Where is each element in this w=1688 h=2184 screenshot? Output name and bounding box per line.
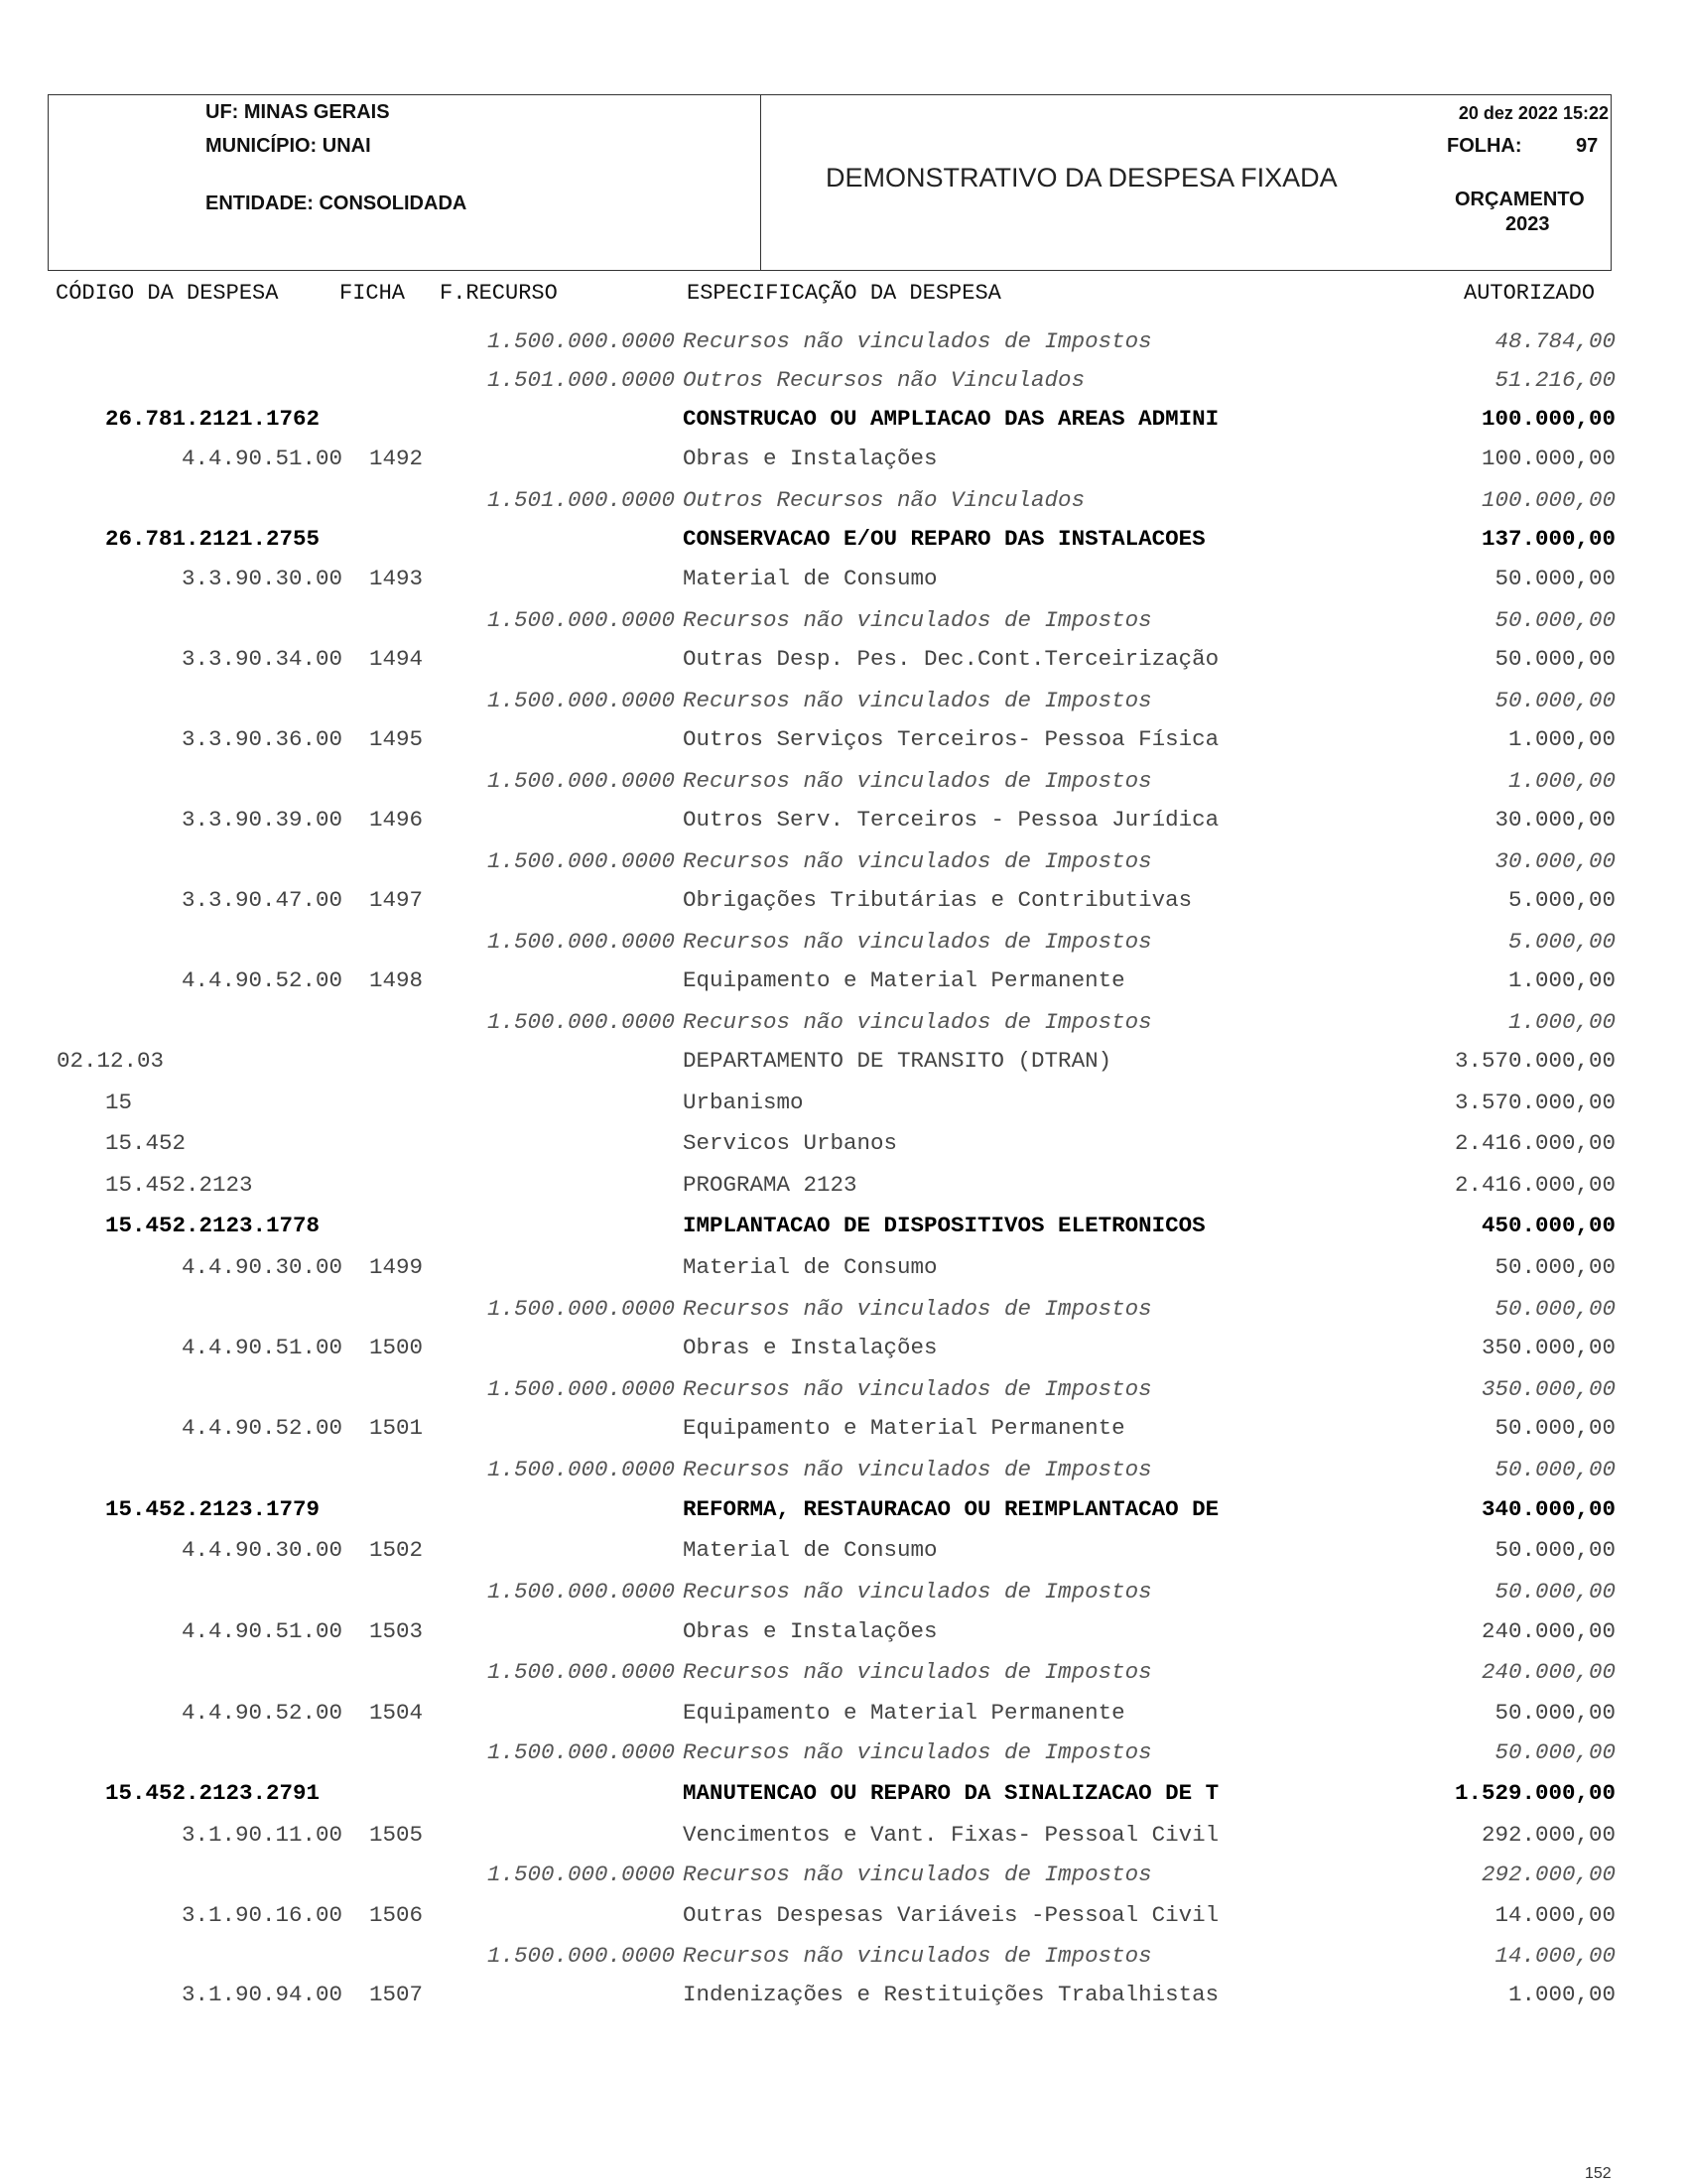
col-header-recurso: F.RECURSO: [440, 281, 558, 306]
expense-code: 3.3.90.34.00: [181, 646, 342, 672]
expense-code: 3.3.90.47.00: [181, 887, 342, 913]
expense-description: Recursos não vinculados de Impostos: [683, 768, 1152, 794]
expense-code: 15.452.2123: [105, 1172, 253, 1198]
authorized-value: 292.000,00: [1481, 1822, 1616, 1848]
expense-code: 15.452.2123.1779: [105, 1496, 321, 1522]
table-row: [0, 929, 1688, 963]
table-row: [0, 1376, 1688, 1410]
authorized-value: 3.570.000,00: [1454, 1048, 1616, 1074]
recurso-code: 1.500.000.0000: [486, 1296, 675, 1322]
expense-code: 3.1.90.11.00: [181, 1822, 342, 1848]
expense-description: Recursos não vinculados de Impostos: [683, 607, 1152, 633]
expense-code: 4.4.90.51.00: [181, 1335, 342, 1360]
authorized-value: 51.216,00: [1494, 367, 1616, 393]
table-row: [0, 646, 1688, 680]
expense-description: Outras Desp. Pes. Dec.Cont.Terceirização: [683, 646, 1220, 672]
expense-description: Obras e Instalações: [683, 1618, 938, 1644]
authorized-value: 1.000,00: [1507, 726, 1616, 752]
expense-description: Obras e Instalações: [683, 1335, 938, 1360]
table-row: [0, 1457, 1688, 1490]
authorized-value: 1.000,00: [1507, 768, 1616, 794]
table-row: [0, 1862, 1688, 1895]
col-header-especificacao: ESPECIFICAÇÃO DA DESPESA: [687, 281, 1001, 306]
authorized-value: 50.000,00: [1494, 1579, 1616, 1605]
ficha-number: 1496: [369, 807, 424, 833]
authorized-value: 50.000,00: [1494, 1700, 1616, 1726]
ficha-number: 1497: [369, 887, 424, 913]
table-row: [0, 1537, 1688, 1571]
authorized-value: 137.000,00: [1481, 526, 1616, 552]
table-row: [0, 807, 1688, 840]
authorized-value: 350.000,00: [1481, 1335, 1616, 1360]
ficha-number: 1499: [369, 1254, 424, 1280]
table-row: [0, 487, 1688, 521]
page-number: 152: [1585, 2165, 1612, 2182]
authorized-value: 5.000,00: [1507, 929, 1616, 955]
expense-description: Recursos não vinculados de Impostos: [683, 688, 1152, 713]
report-datetime: 20 dez 2022 15:22: [1458, 103, 1609, 123]
recurso-code: 1.501.000.0000: [486, 367, 675, 393]
uf-label: UF: MINAS GERAIS: [205, 101, 390, 123]
recurso-code: 1.500.000.0000: [486, 1739, 675, 1765]
document-title: DEMONSTRATIVO DA DESPESA FIXADA: [826, 163, 1338, 193]
table-row: [0, 1780, 1688, 1814]
expense-code: 26.781.2121.1762: [105, 406, 321, 432]
expense-description: Recursos não vinculados de Impostos: [683, 1579, 1152, 1605]
table-row: [0, 328, 1688, 362]
orcamento-year: 2023: [1505, 213, 1550, 235]
table-row: [0, 1296, 1688, 1330]
table-row: [0, 1579, 1688, 1612]
recurso-code: 1.500.000.0000: [486, 929, 675, 955]
expense-description: Servicos Urbanos: [683, 1130, 898, 1156]
table-row: [0, 1335, 1688, 1368]
recurso-code: 1.500.000.0000: [486, 328, 675, 354]
municipio-label: MUNICÍPIO: UNAI: [205, 135, 371, 157]
recurso-code: 1.500.000.0000: [486, 1376, 675, 1402]
expense-description: Recursos não vinculados de Impostos: [683, 848, 1152, 874]
authorized-value: 50.000,00: [1494, 1254, 1616, 1280]
authorized-value: 50.000,00: [1494, 646, 1616, 672]
expense-description: Equipamento e Material Permanente: [683, 967, 1125, 993]
table-row: [0, 1496, 1688, 1530]
expense-description: DEPARTAMENTO DE TRANSITO (DTRAN): [683, 1048, 1112, 1074]
expense-description: Equipamento e Material Permanente: [683, 1415, 1125, 1441]
table-row: [0, 446, 1688, 479]
authorized-value: 3.570.000,00: [1454, 1090, 1616, 1115]
table-row: [0, 607, 1688, 641]
authorized-value: 50.000,00: [1494, 1739, 1616, 1765]
authorized-value: 14.000,00: [1494, 1943, 1616, 1969]
table-row: [0, 768, 1688, 802]
table-row: [0, 726, 1688, 760]
expense-description: IMPLANTACAO DE DISPOSITIVOS ELETRONICOS: [683, 1213, 1206, 1238]
expense-description: Recursos não vinculados de Impostos: [683, 929, 1152, 955]
expense-description: Material de Consumo: [683, 566, 938, 591]
table-row: [0, 1739, 1688, 1773]
authorized-value: 50.000,00: [1494, 1415, 1616, 1441]
table-row: [0, 1048, 1688, 1082]
table-row: [0, 1254, 1688, 1288]
authorized-value: 240.000,00: [1481, 1659, 1616, 1685]
expense-code: 3.1.90.94.00: [181, 1982, 342, 2007]
table-row: [0, 566, 1688, 599]
ficha-number: 1501: [369, 1415, 424, 1441]
folha-number: 97: [1576, 135, 1599, 157]
col-header-ficha: FICHA: [339, 281, 406, 306]
ficha-number: 1495: [369, 726, 424, 752]
authorized-value: 350.000,00: [1481, 1376, 1616, 1402]
expense-description: Recursos não vinculados de Impostos: [683, 1943, 1152, 1969]
table-row: [0, 1659, 1688, 1693]
recurso-code: 1.500.000.0000: [486, 688, 675, 713]
expense-description: Recursos não vinculados de Impostos: [683, 328, 1152, 354]
expense-description: Outros Recursos não Vinculados: [683, 487, 1086, 513]
folha-label: FOLHA:: [1447, 135, 1522, 157]
expense-code: 15.452.2123.1778: [105, 1213, 321, 1238]
expense-description: Material de Consumo: [683, 1537, 938, 1563]
authorized-value: 100.000,00: [1481, 446, 1616, 471]
authorized-value: 100.000,00: [1481, 406, 1616, 432]
table-row: [0, 367, 1688, 401]
authorized-value: 14.000,00: [1494, 1902, 1616, 1928]
expense-code: 15.452: [105, 1130, 187, 1156]
table-row: [0, 1700, 1688, 1734]
table-row: [0, 1902, 1688, 1936]
authorized-value: 30.000,00: [1494, 807, 1616, 833]
expense-description: Equipamento e Material Permanente: [683, 1700, 1125, 1726]
authorized-value: 5.000,00: [1507, 887, 1616, 913]
expense-code: 4.4.90.51.00: [181, 446, 342, 471]
table-row: [0, 1982, 1688, 2015]
col-header-autorizado: AUTORIZADO: [1464, 281, 1596, 306]
table-row: [0, 1213, 1688, 1246]
expense-description: Urbanismo: [683, 1090, 804, 1115]
recurso-code: 1.500.000.0000: [486, 1659, 675, 1685]
recurso-code: 1.500.000.0000: [486, 1862, 675, 1887]
table-row: [0, 1172, 1688, 1206]
expense-description: MANUTENCAO OU REPARO DA SINALIZACAO DE T: [683, 1780, 1220, 1806]
expense-description: REFORMA, RESTAURACAO OU REIMPLANTACAO DE: [683, 1496, 1220, 1522]
ficha-number: 1504: [369, 1700, 424, 1726]
authorized-value: 1.000,00: [1507, 1009, 1616, 1035]
authorized-value: 1.529.000,00: [1454, 1780, 1616, 1806]
authorized-value: 240.000,00: [1481, 1618, 1616, 1644]
recurso-code: 1.500.000.0000: [486, 1457, 675, 1482]
ficha-number: 1507: [369, 1982, 424, 2007]
recurso-code: 1.501.000.0000: [486, 487, 675, 513]
entidade-label: ENTIDADE: CONSOLIDADA: [205, 193, 467, 214]
table-row: [0, 1130, 1688, 1164]
authorized-value: 50.000,00: [1494, 1537, 1616, 1563]
authorized-value: 50.000,00: [1494, 1457, 1616, 1482]
authorized-value: 48.784,00: [1494, 328, 1616, 354]
expense-code: 4.4.90.51.00: [181, 1618, 342, 1644]
expense-code: 4.4.90.30.00: [181, 1254, 342, 1280]
expense-description: CONSTRUCAO OU AMPLIACAO DAS AREAS ADMINI: [683, 406, 1220, 432]
table-row: [0, 526, 1688, 560]
authorized-value: 2.416.000,00: [1454, 1172, 1616, 1198]
expense-code: 3.1.90.16.00: [181, 1902, 342, 1928]
table-row: [0, 1415, 1688, 1449]
expense-code: 4.4.90.52.00: [181, 1700, 342, 1726]
expense-description: Obras e Instalações: [683, 446, 938, 471]
ficha-number: 1505: [369, 1822, 424, 1848]
expense-description: Material de Consumo: [683, 1254, 938, 1280]
expense-description: PROGRAMA 2123: [683, 1172, 857, 1198]
expense-code: 15: [105, 1090, 133, 1115]
expense-description: Recursos não vinculados de Impostos: [683, 1376, 1152, 1402]
expense-description: Recursos não vinculados de Impostos: [683, 1659, 1152, 1685]
authorized-value: 50.000,00: [1494, 566, 1616, 591]
orcamento-label: ORÇAMENTO: [1455, 189, 1585, 210]
table-row: [0, 1009, 1688, 1043]
expense-description: Recursos não vinculados de Impostos: [683, 1862, 1152, 1887]
authorized-value: 1.000,00: [1507, 967, 1616, 993]
expense-description: Recursos não vinculados de Impostos: [683, 1009, 1152, 1035]
ficha-number: 1493: [369, 566, 424, 591]
ficha-number: 1503: [369, 1618, 424, 1644]
table-row: [0, 1090, 1688, 1123]
authorized-value: 450.000,00: [1481, 1213, 1616, 1238]
authorized-value: 2.416.000,00: [1454, 1130, 1616, 1156]
expense-description: Outras Despesas Variáveis -Pessoal Civil: [683, 1902, 1220, 1928]
expense-description: Outros Serviços Terceiros- Pessoa Física: [683, 726, 1220, 752]
table-row: [0, 848, 1688, 882]
col-header-codigo: CÓDIGO DA DESPESA: [56, 281, 279, 306]
expense-code: 3.3.90.39.00: [181, 807, 342, 833]
table-row: [0, 406, 1688, 440]
table-row: [0, 1943, 1688, 1977]
recurso-code: 1.500.000.0000: [486, 1009, 675, 1035]
expense-code: 02.12.03: [57, 1048, 165, 1074]
ficha-number: 1506: [369, 1902, 424, 1928]
table-row: [0, 1618, 1688, 1652]
recurso-code: 1.500.000.0000: [486, 607, 675, 633]
expense-code: 15.452.2123.2791: [105, 1780, 321, 1806]
ficha-number: 1492: [369, 446, 424, 471]
expense-description: Vencimentos e Vant. Fixas- Pessoal Civil: [683, 1822, 1220, 1848]
recurso-code: 1.500.000.0000: [486, 848, 675, 874]
authorized-value: 50.000,00: [1494, 607, 1616, 633]
expense-code: 4.4.90.52.00: [181, 1415, 342, 1441]
expense-description: Recursos não vinculados de Impostos: [683, 1457, 1152, 1482]
ficha-number: 1502: [369, 1537, 424, 1563]
expense-description: Indenizações e Restituições Trabalhistas: [683, 1982, 1220, 2007]
authorized-value: 100.000,00: [1481, 487, 1616, 513]
table-row: [0, 967, 1688, 1001]
authorized-value: 30.000,00: [1494, 848, 1616, 874]
expense-description: Outros Serv. Terceiros - Pessoa Jurídica: [683, 807, 1220, 833]
ficha-number: 1498: [369, 967, 424, 993]
expense-code: 3.3.90.36.00: [181, 726, 342, 752]
expense-description: Obrigações Tributárias e Contributivas: [683, 887, 1193, 913]
expense-code: 4.4.90.52.00: [181, 967, 342, 993]
authorized-value: 50.000,00: [1494, 1296, 1616, 1322]
expense-code: 3.3.90.30.00: [181, 566, 342, 591]
ficha-number: 1500: [369, 1335, 424, 1360]
expense-description: Recursos não vinculados de Impostos: [683, 1739, 1152, 1765]
authorized-value: 292.000,00: [1481, 1862, 1616, 1887]
recurso-code: 1.500.000.0000: [486, 768, 675, 794]
authorized-value: 50.000,00: [1494, 688, 1616, 713]
ficha-number: 1494: [369, 646, 424, 672]
expense-description: CONSERVACAO E/OU REPARO DAS INSTALACOES: [683, 526, 1206, 552]
expense-code: 4.4.90.30.00: [181, 1537, 342, 1563]
authorized-value: 1.000,00: [1507, 1982, 1616, 2007]
expense-description: Outros Recursos não Vinculados: [683, 367, 1086, 393]
table-row: [0, 688, 1688, 721]
recurso-code: 1.500.000.0000: [486, 1579, 675, 1605]
authorized-value: 340.000,00: [1481, 1496, 1616, 1522]
expense-description: Recursos não vinculados de Impostos: [683, 1296, 1152, 1322]
table-row: [0, 1822, 1688, 1856]
header-divider: [760, 94, 761, 271]
recurso-code: 1.500.000.0000: [486, 1943, 675, 1969]
table-row: [0, 887, 1688, 921]
expense-code: 26.781.2121.2755: [105, 526, 321, 552]
